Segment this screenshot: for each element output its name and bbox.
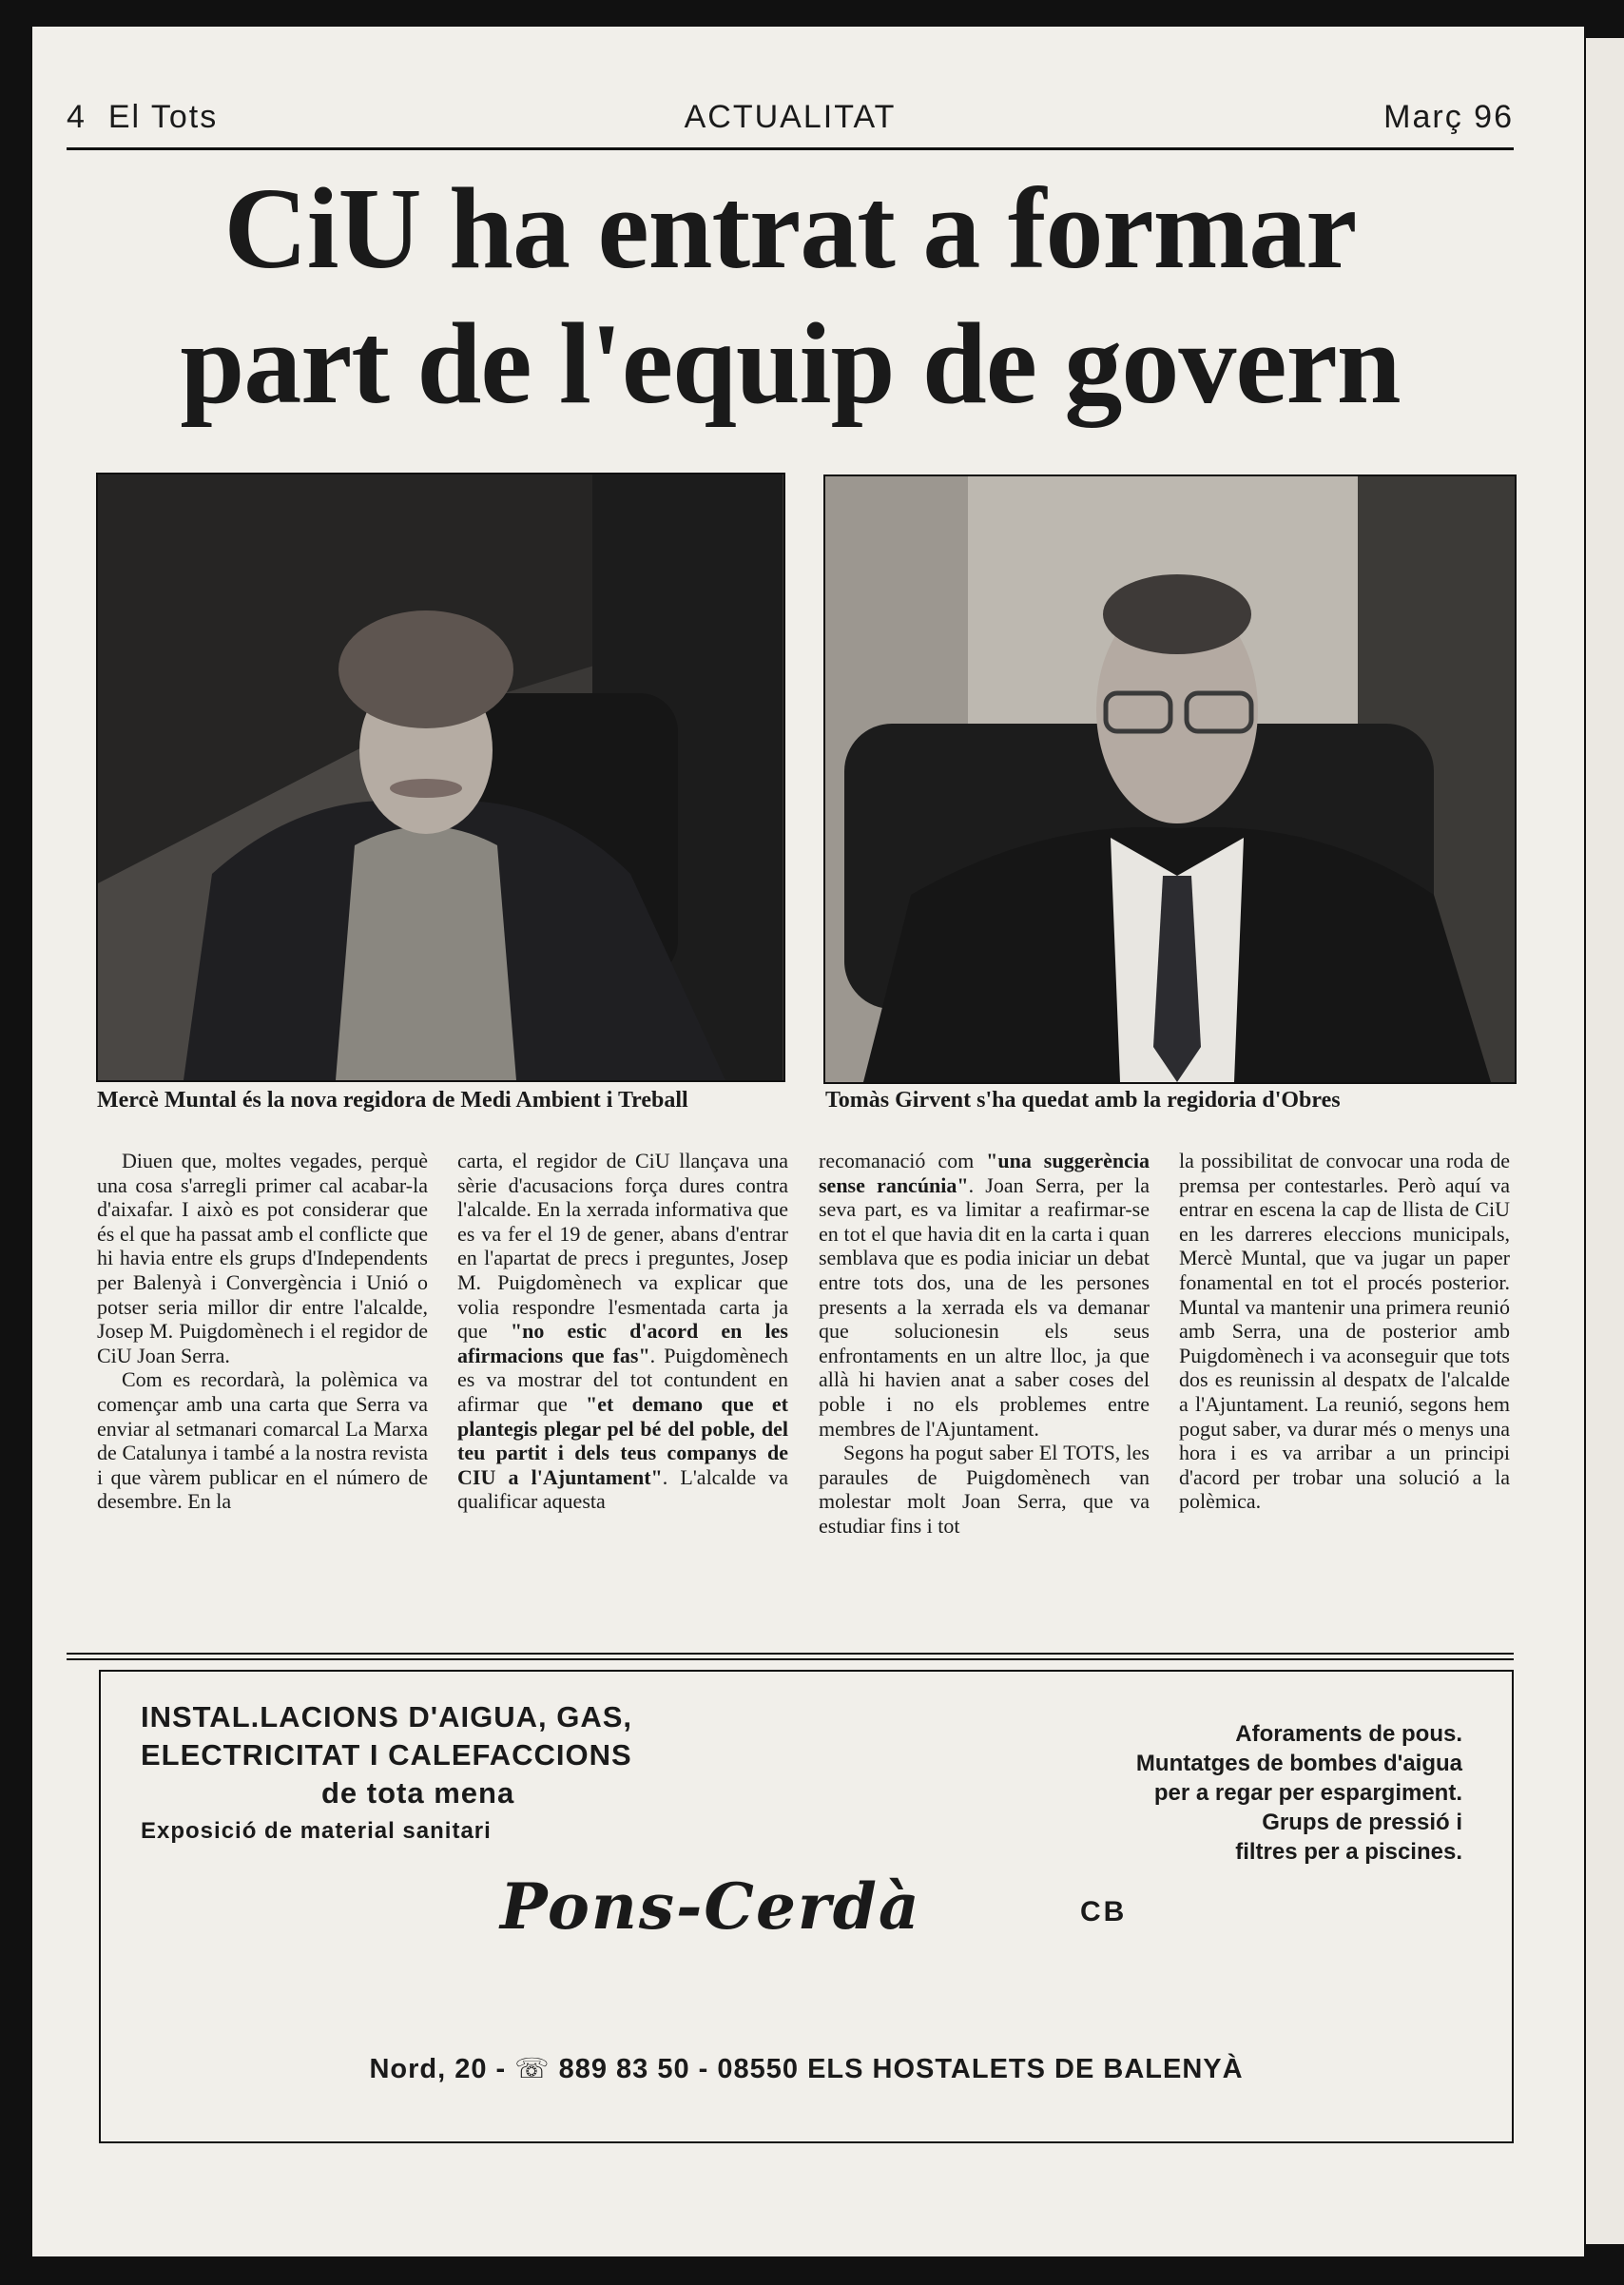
header-rule — [67, 147, 1514, 150]
ad-line: ELECTRICITAT I CALEFACCIONS — [141, 1738, 632, 1772]
headline-line-1: CiU ha entrat a formar — [223, 165, 1357, 293]
ad-services-left — [141, 1698, 632, 1850]
section-name: ACTUALITAT — [684, 99, 897, 135]
advertisement-pons-cerda — [99, 1670, 1514, 2143]
ad-logo-suffix: CB — [1080, 1896, 1128, 1927]
text-run: carta, el regidor de CiU llançava una sèrie d'acusacions força dures contra l'alcalde. En la xerrada informativa que es va fer el 19 de gener, abans d'entrar en l'apartat de precs i preguntes, Josep M. Puigdomènech va explicar que volia respondre l'esmentada carta ja que — [457, 1149, 788, 1344]
ad-line: Muntatges de bombes d'aigua — [1135, 1751, 1462, 1776]
ad-rule-bottom — [67, 1658, 1514, 1660]
article-paragraph: Diuen que, moltes vegades, perquè una cosa s'arregli primer cal acabar-la d'aixafar. I això es pot considerar que és el que ha passat amb el conflicte que hi havia entre els grups d'Independents per Balenyà i Convergència i Unió o potser seria millor dir entre l'alcalde, Josep M. Puigdomènech i el regidor de CiU Joan Serra. — [97, 1149, 428, 1367]
telephone-icon: ☏ — [514, 2054, 551, 2084]
ad-line: per a regar per espargiment. — [1153, 1780, 1462, 1806]
caption-left: Mercè Muntal és la nova regidora de Medi Ambient i Treball — [97, 1088, 688, 1113]
publication-name: El Tots — [107, 99, 219, 135]
ad-line: filtres per a piscines. — [1235, 1839, 1462, 1865]
photo-tomas-girvent — [823, 474, 1517, 1084]
ad-line: de tota mena — [321, 1776, 515, 1810]
ad-services-right — [1136, 1719, 1462, 1867]
photo-woman-illustration — [98, 474, 783, 1080]
caption-right: Tomàs Girvent s'ha quedat amb la regidoria d'Obres — [825, 1088, 1341, 1113]
quote-bold: "et demano que et plantegis plegar pel bé del poble, del teu partit i dels teus companys de CIU a l'Ajuntament" — [457, 1391, 788, 1489]
ad-rule-top — [67, 1653, 1514, 1655]
text-run: . Joan Serra, per la seva part, es va limitar a reafirmar-se en tot el que havia dit en la carta i quan semblava que es podia iniciar un debat entre tots dos, una de les persones presents a la xerrada els va demanar que solucionesin els seus enfrontaments en un altre lloc, ja que allà hi havien anat a saber coses del poble i no els problemes entre membres de l'Ajuntament. — [819, 1172, 1150, 1441]
article-paragraph: la possibilitat de convocar una roda de premsa per contestarles. Però aquí va entrar en escena la cap de llista de CiU en les darreres eleccions municipals, Mercè Muntal, que va jugar un paper fonamental en tot el procés posterior. Muntal va mantenir una primera reunió amb Serra, una de posterior amb Puigdomènech i va aconseguir que tots dos es reunissin al despatx de l'alcalde a l'Ajuntament. La reunió, segons hem pogut saber, va durar més o menys una hora i es va arribar a un principi d'acord per trobar una solució a la polèmica. — [1179, 1149, 1510, 1514]
text-run: . Puigdomènech es va mostrar del tot contundent en afirmar que — [457, 1343, 788, 1416]
address-town: - 08550 ELS HOSTALETS DE BALENYÀ — [698, 2054, 1244, 2084]
article-column-1 — [97, 1149, 428, 1624]
ad-line: Grups de pressió i — [1262, 1810, 1462, 1835]
photo-merce-muntal — [96, 473, 785, 1082]
article-column-4 — [1179, 1149, 1510, 1624]
address-phone: 889 83 50 — [558, 2054, 690, 2084]
ad-address — [101, 2052, 1512, 2085]
headline — [67, 162, 1514, 432]
next-page-edge — [1586, 38, 1624, 2244]
text-run: . L'alcalde va qualificar aquesta — [457, 1464, 788, 1514]
ad-line: Aforaments de pous. — [1235, 1721, 1462, 1747]
photo-man-illustration — [825, 476, 1515, 1082]
ad-line: INSTAL.LACIONS D'AIGUA, GAS, — [141, 1700, 633, 1733]
text-run: recomanació com — [819, 1149, 987, 1172]
ad-line: Exposició de material sanitari — [141, 1818, 492, 1844]
quote-bold: "no estic d'acord en les afirmacions que fas" — [457, 1319, 788, 1367]
article-paragraph: Segons ha pogut saber El TOTS, les paraules de Puigdomènech van molestar molt Joan Serra, que va estudiar fins i tot — [819, 1441, 1150, 1538]
quote-bold: "una suggerència sense rancúnia" — [819, 1149, 1150, 1197]
ad-logo: Pons-Cerdà — [500, 1869, 921, 1944]
issue-date: Març 96 — [1383, 99, 1514, 135]
page-number: 4 — [67, 99, 87, 135]
address-street: Nord, 20 - — [369, 2054, 507, 2084]
article-paragraph: Com es recordarà, la polèmica va començar amb una carta que Serra va enviar al setmanari comarcal La Marxa de Catalunya i també a la nostra revista i que vàrem publicar en el número de desembre. En la — [97, 1367, 428, 1514]
headline-line-2: part de l'equip de govern — [180, 300, 1401, 428]
article-column-2 — [457, 1149, 788, 1624]
page-header — [67, 91, 1514, 146]
article-paragraph — [457, 1149, 788, 1514]
article-column-3 — [819, 1149, 1150, 1624]
article-paragraph — [819, 1149, 1150, 1441]
